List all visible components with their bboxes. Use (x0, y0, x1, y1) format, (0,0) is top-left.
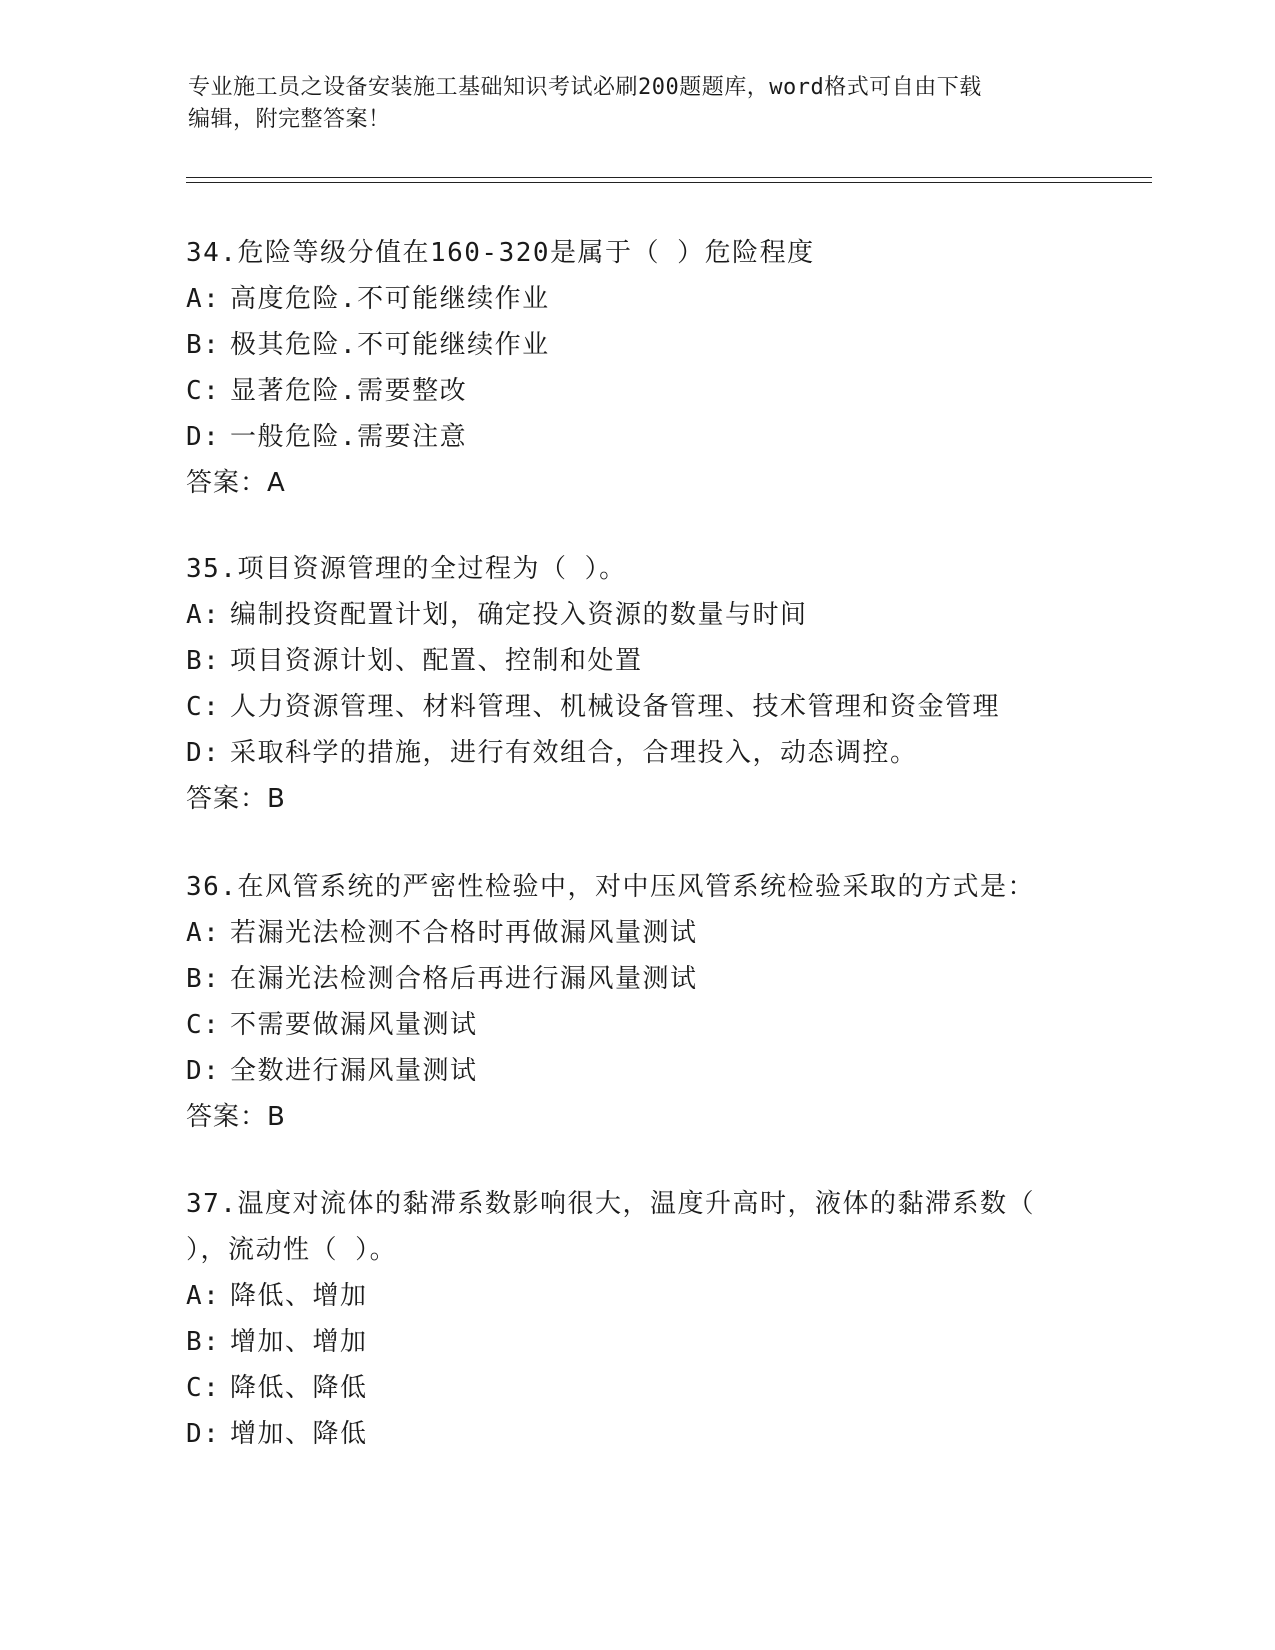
option-letter: A: (186, 284, 221, 314)
option-text: 人力资源管理、材料管理、机械设备管理、技术管理和资金管理 (230, 692, 1001, 722)
header-title-line-1: 专业施工员之设备安装施工基础知识考试必刷200题题库，word格式可自由下载 (188, 75, 982, 100)
option-d (186, 1411, 1086, 1457)
option-letter: B: (186, 330, 221, 360)
option-letter: B: (186, 646, 221, 676)
option-text: 编制投资配置计划，确定投入资源的数量与时间 (230, 600, 808, 630)
option-c (186, 684, 1086, 730)
option-letter: C: (186, 692, 221, 722)
option-c (186, 368, 1086, 414)
option-text: 在漏光法检测合格后再进行漏风量测试 (230, 964, 698, 994)
option-letter: D: (186, 1419, 221, 1449)
option-c (186, 1002, 1086, 1048)
option-d (186, 414, 1086, 460)
option-a (186, 276, 1086, 322)
question-stem: 35.项目资源管理的全过程为（ ）。 (186, 554, 627, 584)
option-d (186, 730, 1086, 776)
option-a (186, 1273, 1086, 1319)
question-stem: 36.在风管系统的严密性检验中，对中压风管系统检验采取的方式是： (186, 872, 1035, 902)
option-text: 显著危险.需要整改 (230, 376, 468, 406)
header-divider-bottom (186, 182, 1152, 183)
question-35 (186, 546, 1086, 822)
option-a (186, 910, 1086, 956)
option-text: 项目资源计划、配置、控制和处置 (230, 646, 643, 676)
option-text: 增加、增加 (230, 1327, 368, 1357)
option-letter: C: (186, 376, 221, 406)
option-text: 若漏光法检测不合格时再做漏风量测试 (230, 918, 698, 948)
option-letter: D: (186, 422, 221, 452)
option-text: 全数进行漏风量测试 (230, 1056, 478, 1086)
option-letter: C: (186, 1010, 221, 1040)
question-34 (186, 230, 1086, 506)
question-stem-line-2: ），流动性（ ）。 (186, 1235, 398, 1265)
option-text: 降低、增加 (230, 1281, 368, 1311)
option-text: 降低、降低 (230, 1373, 368, 1403)
option-letter: A: (186, 1281, 221, 1311)
question-37 (186, 1181, 1086, 1457)
option-b (186, 638, 1086, 684)
option-c (186, 1365, 1086, 1411)
option-letter: B: (186, 964, 221, 994)
option-b (186, 956, 1086, 1002)
question-36 (186, 864, 1086, 1140)
option-letter: D: (186, 1056, 221, 1086)
option-text: 高度危险.不可能继续作业 (230, 284, 550, 314)
question-stem-line-1: 37.温度对流体的黏滞系数影响很大，温度升高时，液体的黏滞系数（ (186, 1189, 1035, 1219)
header-divider-top (186, 177, 1152, 178)
header-title-line-2: 编辑，附完整答案！ (188, 107, 391, 132)
option-text: 增加、降低 (230, 1419, 368, 1449)
option-b (186, 322, 1086, 368)
option-text: 一般危险.需要注意 (230, 422, 468, 452)
answer-line: 答案：A (186, 468, 286, 498)
answer-line: 答案：B (186, 784, 286, 814)
option-letter: D: (186, 738, 221, 768)
answer-line: 答案：B (186, 1102, 286, 1132)
option-letter: C: (186, 1373, 221, 1403)
document-header (188, 72, 1088, 136)
option-text: 采取科学的措施，进行有效组合，合理投入，动态调控。 (230, 738, 918, 768)
option-letter: A: (186, 918, 221, 948)
option-text: 极其危险.不可能继续作业 (230, 330, 550, 360)
option-letter: B: (186, 1327, 221, 1357)
question-stem: 34.危险等级分值在160-320是属于（ ）危险程度 (186, 238, 815, 268)
option-text: 不需要做漏风量测试 (230, 1010, 478, 1040)
option-d (186, 1048, 1086, 1094)
option-a (186, 592, 1086, 638)
option-letter: A: (186, 600, 221, 630)
option-b (186, 1319, 1086, 1365)
